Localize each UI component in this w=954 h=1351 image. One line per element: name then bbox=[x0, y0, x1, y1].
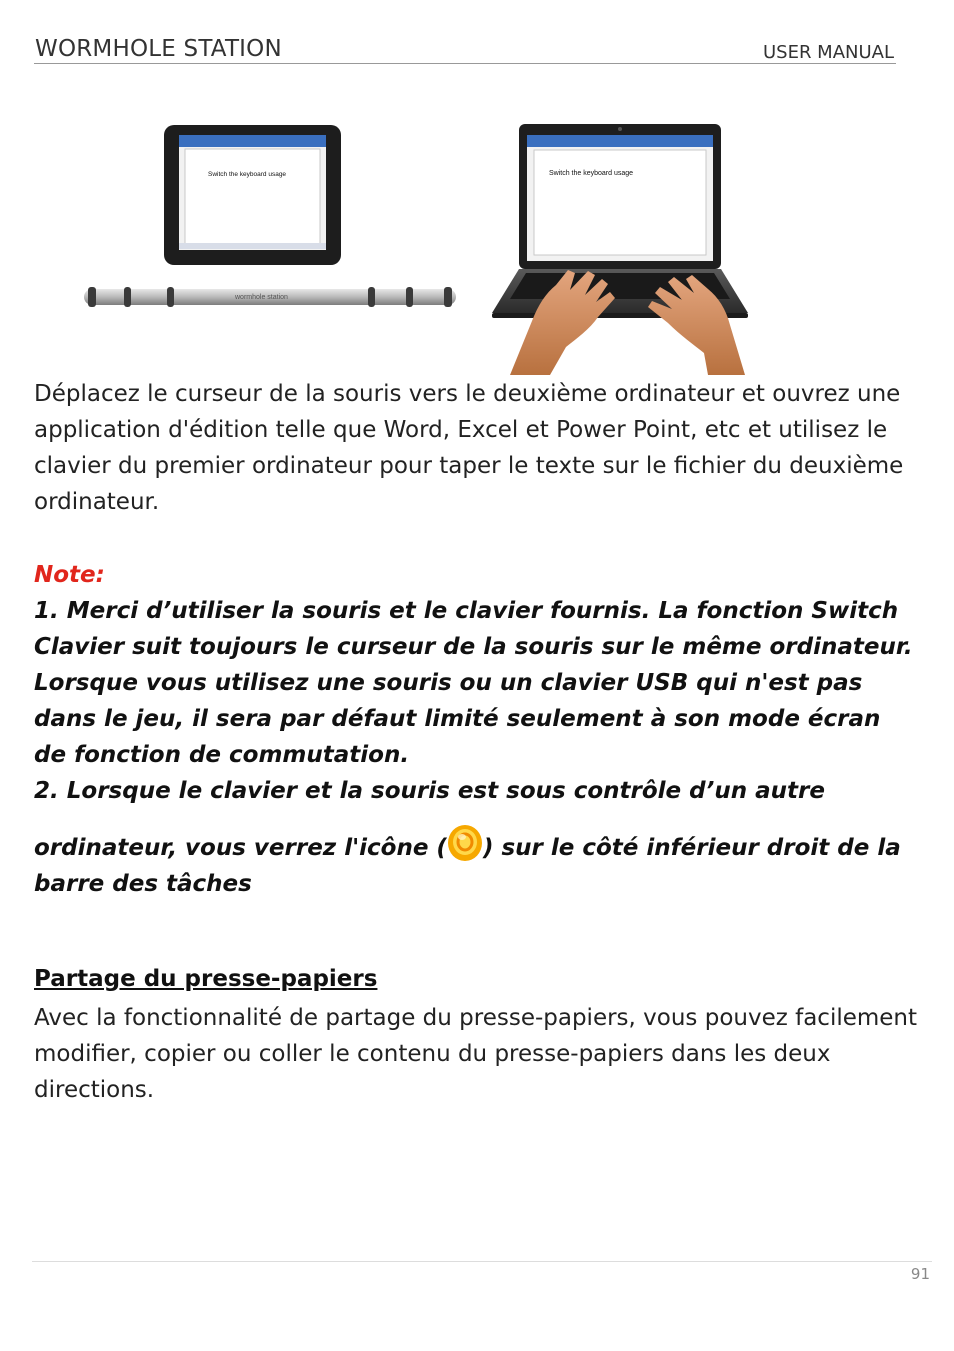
page-number: 91 bbox=[910, 1265, 930, 1283]
note-item-2-continued bbox=[34, 823, 914, 902]
footer-rule bbox=[32, 1261, 932, 1262]
cable-label: wormhole station bbox=[235, 294, 288, 301]
tablet-screen-text: Switch the keyboard usage bbox=[208, 171, 287, 178]
keyboard-switch-illustration bbox=[40, 95, 822, 375]
header-title: WORMHOLE STATION bbox=[35, 36, 282, 62]
laptop-screen-text: Switch the keyboard usage bbox=[549, 170, 634, 177]
note-item-1: 1. Merci d’utiliser la souris et le clavier fournis. La fonction Switch Clavier suit toujours le curseur de la souris sur le même ordinateur. Lorsque vous utilisez une souris ou un clavier USB qui n'est pas dans le jeu, il sera par défaut limité seulement à son mode écran de fonction de commutation. bbox=[34, 598, 913, 768]
note-label: Note: bbox=[34, 562, 105, 588]
intro-paragraph: Déplacez le curseur de la souris vers le deuxième ordinateur et ouvrez une application d'édition telle que Word, Excel et Power Point, etc et utilisez le clavier du premier ordinateur pour taper le texte sur le fichier du deuxième ordinateur. bbox=[34, 381, 904, 515]
note-item-2-before-icon: ordinateur, vous verrez l'icône ( bbox=[34, 835, 447, 861]
note-item-2-after-icon: ) sur le côté inférieur droit de la barre des tâches bbox=[34, 835, 901, 897]
note-item-2-line-1: 2. Lorsque le clavier et la souris est sous contrôle d’un autre bbox=[34, 778, 825, 804]
section-title: Partage du presse-papiers bbox=[34, 966, 378, 992]
tablet-device bbox=[164, 125, 341, 265]
laptop-device bbox=[492, 124, 748, 318]
wormhole-cable bbox=[84, 287, 456, 307]
note-block bbox=[34, 557, 914, 902]
wormhole-taskbar-icon bbox=[447, 823, 483, 863]
section-paragraph: Avec la fonctionnalité de partage du presse-papiers, vous pouvez facilement modifier, copier ou coller le contenu du presse-papiers dans les deux directions. bbox=[34, 1005, 918, 1103]
header-rule bbox=[34, 63, 896, 64]
header-section: USER MANUAL bbox=[762, 42, 894, 63]
